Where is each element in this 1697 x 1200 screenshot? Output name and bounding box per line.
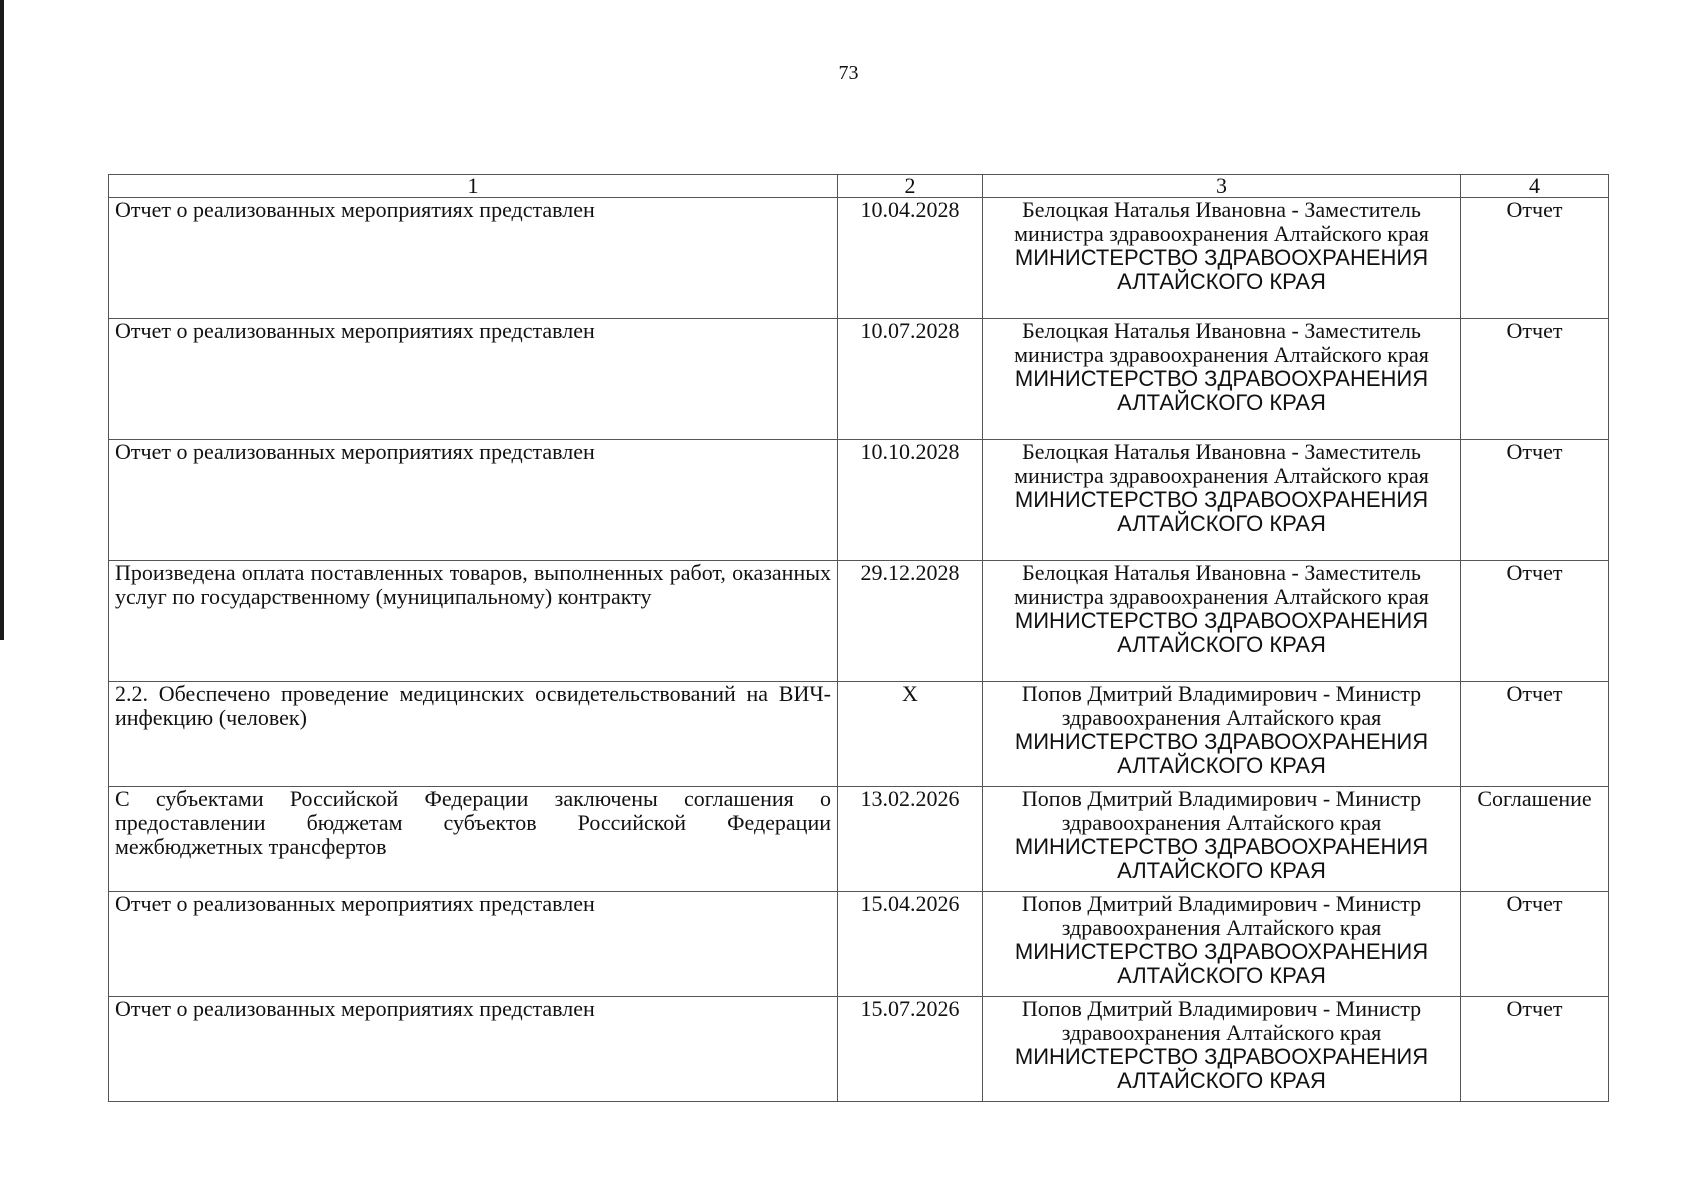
responsible-person: Белоцкая Наталья Ивановна - Заместитель министра здравоохранения Алтайского края	[1014, 439, 1429, 488]
table-row	[109, 787, 1609, 892]
row-description: Отчет о реализованных мероприятиях представлен	[109, 997, 838, 1102]
responsible-person: Попов Дмитрий Владимирович - Министр здравоохранения Алтайского края	[1021, 681, 1422, 730]
table-row	[109, 198, 1609, 319]
header-col-2: 2	[838, 175, 983, 198]
row-date: 10.04.2028	[838, 198, 983, 319]
responsible-person: Попов Дмитрий Владимирович - Министр здравоохранения Алтайского края	[1021, 891, 1422, 940]
responsible-organization: МИНИСТЕРСТВО ЗДРАВООХРАНЕНИЯ АЛТАЙСКОГО КРАЯ	[1014, 1044, 1429, 1093]
table-row	[109, 682, 1609, 787]
row-description: С субъектами Российской Федерации заключены соглашения о предоставлении бюджетам субъектов Российской Федерации межбюджетных трансфертов	[109, 787, 838, 892]
responsible-organization: МИНИСТЕРСТВО ЗДРАВООХРАНЕНИЯ АЛТАЙСКОГО КРАЯ	[1014, 245, 1429, 294]
row-document-type: Отчет	[1461, 682, 1609, 787]
row-description: Отчет о реализованных мероприятиях представлен	[109, 440, 838, 561]
responsible-person: Попов Дмитрий Владимирович - Министр здравоохранения Алтайского края	[1021, 996, 1422, 1045]
row-document-type: Соглашение	[1461, 787, 1609, 892]
row-document-type: Отчет	[1461, 440, 1609, 561]
table-row	[109, 440, 1609, 561]
row-document-type: Отчет	[1461, 319, 1609, 440]
row-document-type: Отчет	[1461, 561, 1609, 682]
row-date: 15.07.2026	[838, 997, 983, 1102]
row-date: 15.04.2026	[838, 892, 983, 997]
header-col-1: 1	[109, 175, 838, 198]
responsible-organization: МИНИСТЕРСТВО ЗДРАВООХРАНЕНИЯ АЛТАЙСКОГО КРАЯ	[1014, 366, 1429, 415]
table-row	[109, 319, 1609, 440]
responsible-person: Белоцкая Наталья Ивановна - Заместитель министра здравоохранения Алтайского края	[1014, 560, 1429, 609]
table-row	[109, 892, 1609, 997]
row-responsible	[983, 198, 1461, 319]
row-date: 10.10.2028	[838, 440, 983, 561]
row-date: 13.02.2026	[838, 787, 983, 892]
responsible-organization: МИНИСТЕРСТВО ЗДРАВООХРАНЕНИЯ АЛТАЙСКОГО КРАЯ	[1014, 834, 1429, 883]
row-document-type: Отчет	[1461, 997, 1609, 1102]
header-col-3: 3	[983, 175, 1461, 198]
table-row	[109, 997, 1609, 1102]
header-col-4: 4	[1461, 175, 1609, 198]
responsible-person: Белоцкая Наталья Ивановна - Заместитель министра здравоохранения Алтайского края	[1014, 197, 1429, 246]
responsible-organization: МИНИСТЕРСТВО ЗДРАВООХРАНЕНИЯ АЛТАЙСКОГО КРАЯ	[1014, 729, 1429, 778]
row-responsible	[983, 561, 1461, 682]
row-document-type: Отчет	[1461, 198, 1609, 319]
row-description: Отчет о реализованных мероприятиях представлен	[109, 319, 838, 440]
row-responsible	[983, 892, 1461, 997]
row-description: Отчет о реализованных мероприятиях представлен	[109, 198, 838, 319]
page-number: 73	[838, 62, 859, 84]
row-responsible	[983, 319, 1461, 440]
row-document-type: Отчет	[1461, 892, 1609, 997]
responsible-organization: МИНИСТЕРСТВО ЗДРАВООХРАНЕНИЯ АЛТАЙСКОГО КРАЯ	[1014, 939, 1429, 988]
row-responsible	[983, 997, 1461, 1102]
row-date: 10.07.2028	[838, 319, 983, 440]
scan-edge-mark	[0, 0, 4, 640]
responsible-organization: МИНИСТЕРСТВО ЗДРАВООХРАНЕНИЯ АЛТАЙСКОГО КРАЯ	[1014, 608, 1429, 657]
row-date: 29.12.2028	[838, 561, 983, 682]
row-responsible	[983, 440, 1461, 561]
row-description: Произведена оплата поставленных товаров, выполненных работ, оказанных услуг по государственному (муниципальному) контракту	[109, 561, 838, 682]
row-date: X	[838, 682, 983, 787]
row-description: Отчет о реализованных мероприятиях представлен	[109, 892, 838, 997]
schedule-table	[108, 174, 1609, 1102]
responsible-person: Белоцкая Наталья Ивановна - Заместитель министра здравоохранения Алтайского края	[1014, 318, 1429, 367]
table-row	[109, 561, 1609, 682]
row-responsible	[983, 682, 1461, 787]
row-description: 2.2. Обеспечено проведение медицинских освидетельствований на ВИЧ-инфекцию (человек)	[109, 682, 838, 787]
responsible-organization: МИНИСТЕРСТВО ЗДРАВООХРАНЕНИЯ АЛТАЙСКОГО КРАЯ	[1014, 487, 1429, 536]
table-header-row	[109, 175, 1609, 198]
row-responsible	[983, 787, 1461, 892]
responsible-person: Попов Дмитрий Владимирович - Министр здравоохранения Алтайского края	[1021, 786, 1422, 835]
